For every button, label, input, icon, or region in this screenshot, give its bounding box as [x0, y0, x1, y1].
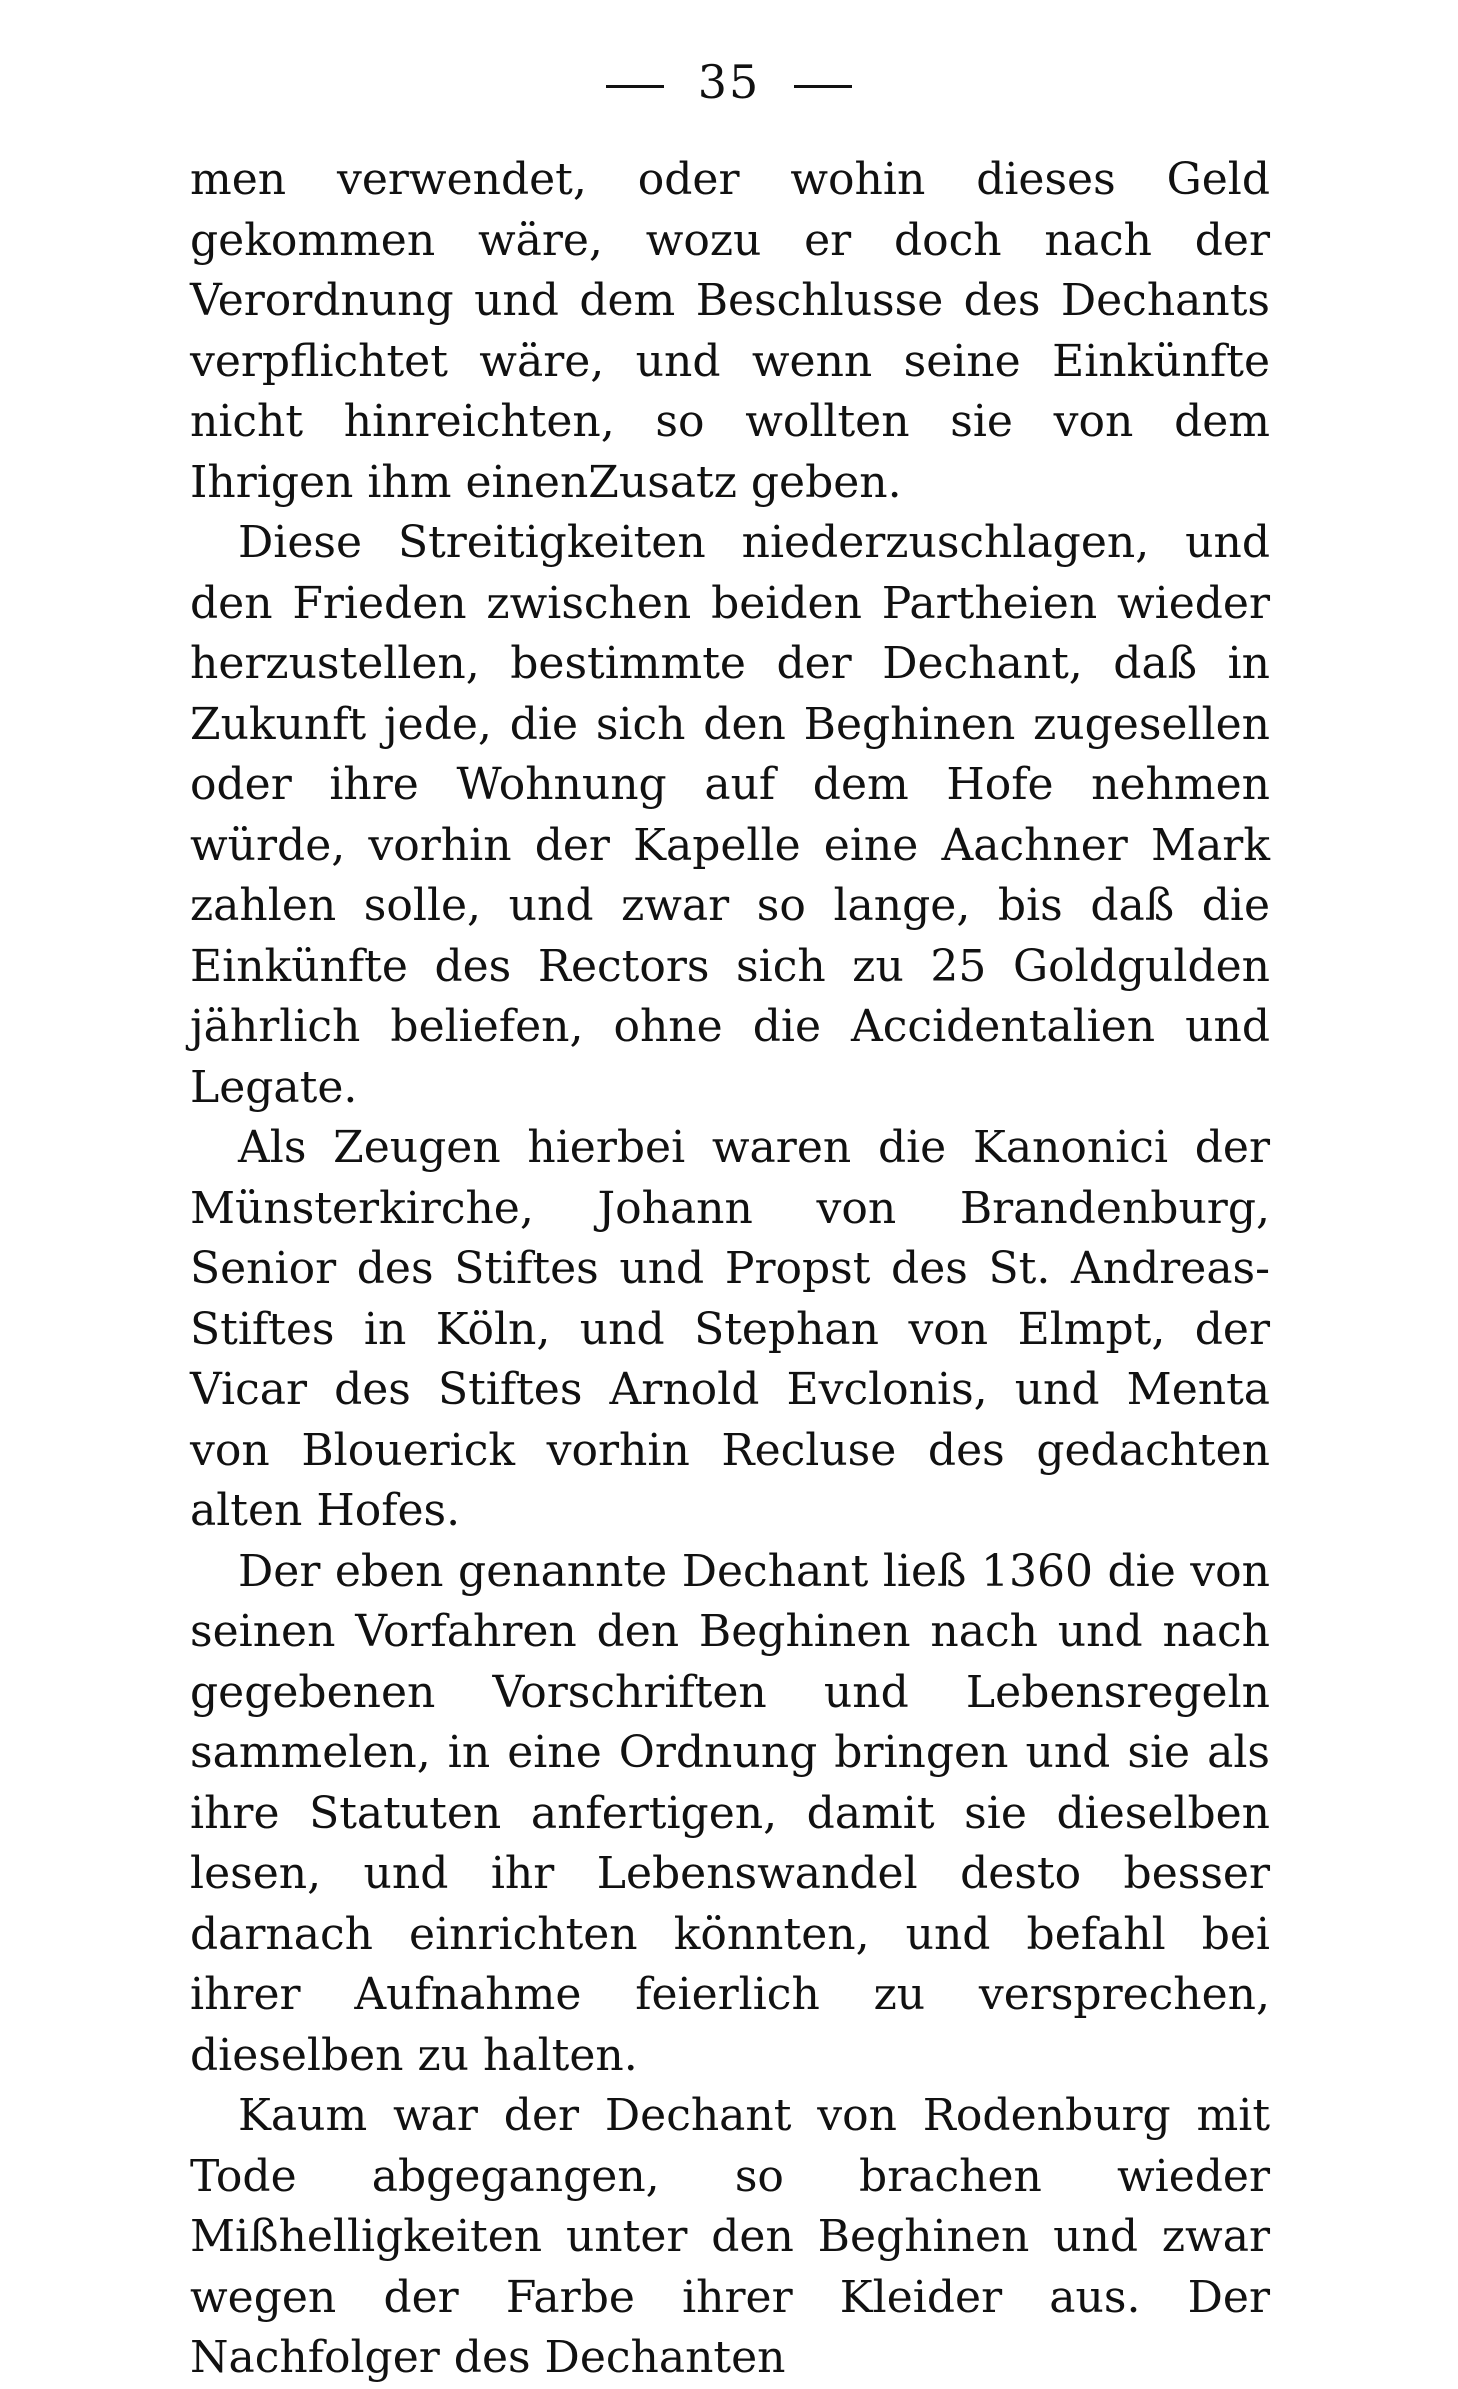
paragraph-streitigkeiten: Diese Streitigkeiten niederzuschlagen, und den Frieden zwischen beiden Partheien wieder herzustellen, bestimmte der Dechant, daß in Zukunft jede, die sich den Beghinen zugesellen oder ihre Wohnung auf dem Hofe nehmen würde, vorhin der Kapelle eine Aachner Mark zahlen solle, und zwar so lange, bis daß die Einkünfte des Rectors sich zu 25 Goldgulden jährlich beliefen, ohne die Accidentalien und Legate. [190, 517, 1270, 1113]
body-text [190, 150, 1270, 2389]
page-number: 35 [697, 55, 761, 109]
paragraph-continuation: men verwendet, oder wohin dieses Geld gekommen wäre, wozu er doch nach der Verordnung und dem Beschlusse des Dechants verpflichtet wäre, und wenn seine Einkünfte nicht hinreichten, so wollten sie von dem Ihrigen ihm einenZusatz geben. [190, 154, 1270, 508]
paragraph-statuten: Der eben genannte Dechant ließ 1360 die von seinen Vorfahren den Beghinen nach und nach gegebenen Vorschriften und Lebensregeln sammelen, in eine Ordnung bringen und sie als ihre Statuten anfertigen, damit sie dieselben lesen, und ihr Lebenswandel desto besser darnach einrichten könnten, und befahl bei ihrer Aufnahme feierlich zu versprechen, dieselben zu halten. [190, 1545, 1270, 2081]
paragraph-zeugen: Als Zeugen hierbei waren die Kanonici der Münsterkirche, Johann von Brandenburg, Senior des Stiftes und Propst des St. Andreas-Stiftes in Köln, und Stephan von Elmpt, der Vicar des Stiftes Arnold Evclonis, und Menta von Blouerick vorhin Recluse des gedachten alten Hofes. [190, 1122, 1270, 1536]
paragraph-misshelligkeiten: Kaum war der Dechant von Rodenburg mit Tode abgegangen, so brachen wieder Mißhelligkeiten unter den Beghinen und zwar wegen der Farbe ihrer Kleider aus. Der Nachfolger des Dechanten [190, 2090, 1270, 2383]
page-header [0, 52, 1458, 112]
right-dash [794, 85, 852, 88]
left-dash [606, 85, 664, 88]
